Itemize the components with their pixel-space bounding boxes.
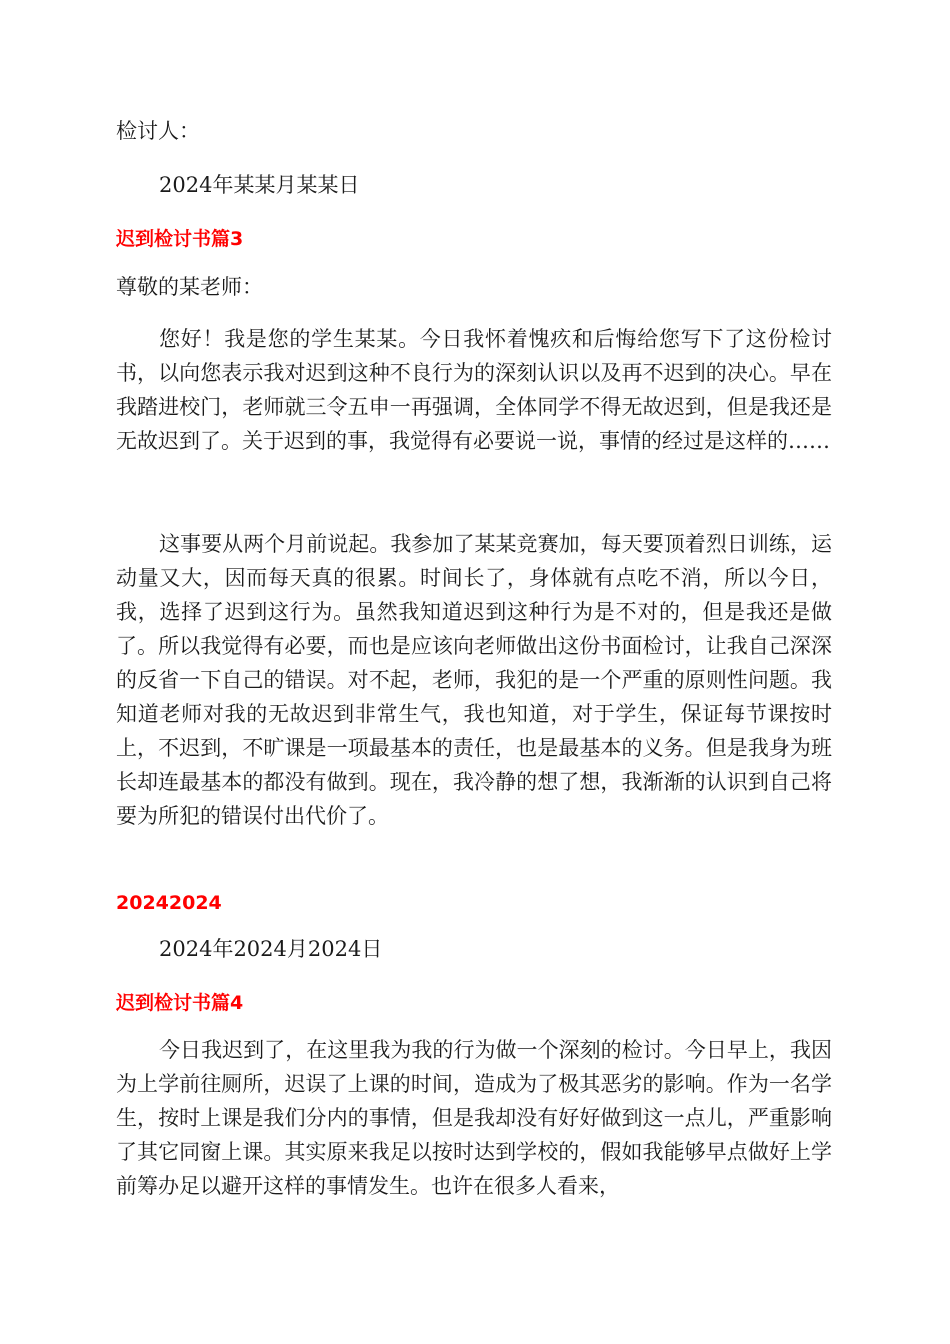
section-4-heading: 迟到检讨书篇4: [116, 992, 244, 1014]
section-3-paragraph-2: 这事要从两个月前说起。我参加了某某竞赛加，每天要顶着烈日训练，运动量又大，因而每天真的很累。时间长了，身体就有点吃不消，所以今日，我，选择了迟到这行为。虽然我知道迟到这种行为是不对的，但是我还是做了。所以我觉得有必要，而也是应该向老师做出这份书面检讨，让我自己深深的反省一下自己的错误。对不起，老师，我犯的是一个严重的原则性问题。我知道老师对我的无故迟到非常生气，我也知道，对于学生，保证每节课按时上，不迟到，不旷课是一项最基本的责任，也是最基本的义务。但是我身为班长却连最基本的都没有做到。现在，我冷静的想了想，我渐渐的认识到自己将要为所犯的错误付出代价了。: [116, 532, 832, 828]
section-3-paragraph-1: 您好！我是您的学生某某。今日我怀着愧疚和后悔给您写下了这份检讨书，以向您表示我对迟到这种不良行为的深刻认识以及再不迟到的决心。早在我踏进校门，老师就三令五申一再强调，全体同学不得无故迟到，但是我还是无故迟到了。关于迟到的事，我觉得有必要说一说，事情的经过是这样的……: [116, 327, 832, 453]
section-3-heading: 迟到检讨书篇3: [116, 228, 244, 250]
signer-label: 检讨人：: [116, 119, 200, 143]
red-year-heading: 20242024: [116, 892, 222, 914]
signer-date: 2024年某某月某某日: [159, 173, 360, 197]
date-line: 2024年2024月2024日: [159, 937, 383, 961]
salutation: 尊敬的某老师：: [116, 275, 263, 299]
section-4-paragraph-1: 今日我迟到了，在这里我为我的行为做一个深刻的检讨。今日早上，我因为上学前往厕所，迟误了上课的时间，造成为了极其恶劣的影响。作为一名学生，按时上课是我们分内的事情，但是我却没有好好做到这一点儿，严重影响了其它同窗上课。其实原来我足以按时达到学校的，假如我能够早点做好上学前筹办足以避开这样的事情发生。也许在很多人看来，: [116, 1038, 832, 1198]
